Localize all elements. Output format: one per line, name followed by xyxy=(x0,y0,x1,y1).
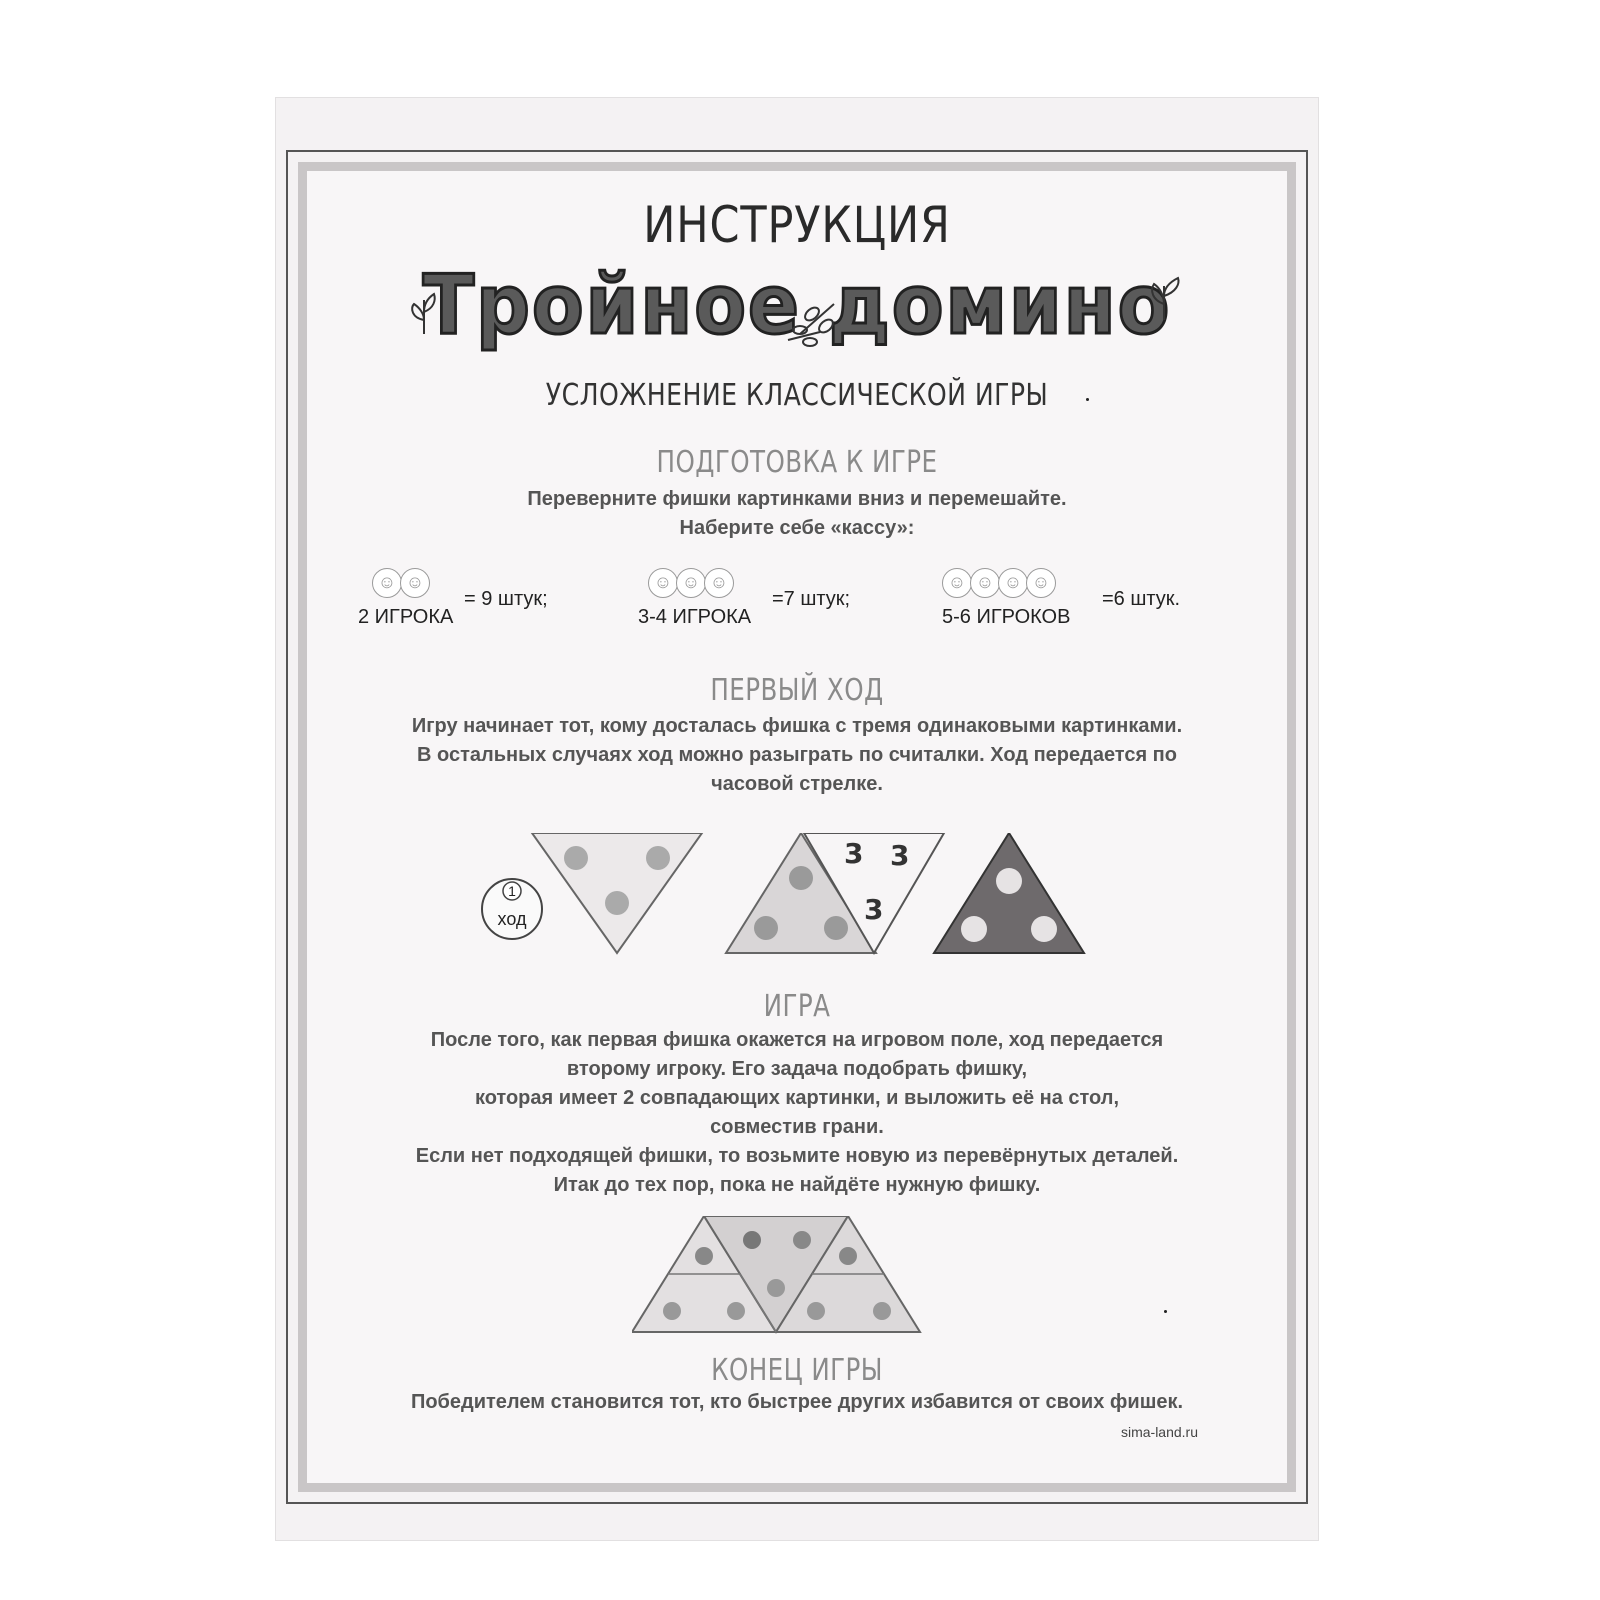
game-line-2: второму игроку. Его задача подобрать фишку, xyxy=(566,1058,1028,1080)
players-3-4-count: =7 штук; xyxy=(772,588,851,610)
faces-2-icon: ☺ ☺ xyxy=(372,568,428,598)
first-move-line-1: Игру начинает тот, кому досталась фишка с тремя одинаковыми картинками. xyxy=(411,715,1183,737)
subtitle: УСЛОЖНЕНИЕ КЛАССИЧЕСКОЙ ИГРЫ xyxy=(545,378,1049,413)
players-5-6-label: 5-6 ИГРОКОВ xyxy=(942,606,1071,628)
faces-4-icon: ☺ ☺ ☺ ☺ xyxy=(942,568,1054,598)
game-line-3: которая имеет 2 совпадающих картинки, и выложить её на стол, xyxy=(474,1087,1120,1109)
digit-3: 3 xyxy=(864,893,884,926)
game-heading: ИГРА xyxy=(763,989,831,1024)
digit-1: 3 xyxy=(844,837,864,870)
players-2-label: 2 ИГРОКА xyxy=(358,606,454,628)
instruction-sheet xyxy=(276,98,1318,1540)
leaf-far-right-icon xyxy=(1142,274,1186,322)
players-5-6 xyxy=(942,568,1181,628)
end-text xyxy=(316,1388,1278,1417)
end-heading: КОНЕЦ ИГРЫ xyxy=(711,1353,883,1388)
preparation-line-2: Наберите себе «кассу»: xyxy=(679,517,915,539)
fox-tile-icon xyxy=(532,833,702,953)
footer-site: sima-land.ru xyxy=(1120,1424,1198,1440)
badge-number: 1 xyxy=(508,883,516,899)
game-text xyxy=(316,1026,1278,1200)
player-counts xyxy=(276,568,1318,638)
faces-3-icon: ☺ ☺ ☺ xyxy=(648,568,732,598)
players-5-6-count: =6 штук. xyxy=(1102,588,1181,610)
first-move-line-3: часовой стрелке. xyxy=(711,773,883,795)
first-move-heading: ПЕРВЫЙ ХОД xyxy=(710,673,884,708)
preparation-text xyxy=(316,485,1278,543)
preparation-line-1: Переверните фишки картинками вниз и перемешайте. xyxy=(527,488,1067,510)
dark-tile-icon xyxy=(934,833,1084,953)
badge-text: ход xyxy=(497,909,527,929)
players-2 xyxy=(358,568,548,628)
leaf-left-icon xyxy=(404,290,444,336)
print-speck xyxy=(1086,398,1089,401)
preparation-heading: ПОДГОТОВКА К ИГРЕ xyxy=(656,445,938,480)
print-speck xyxy=(1164,1310,1167,1313)
game-line-1: После того, как первая фишка окажется на игровом поле, ход передается xyxy=(430,1029,1164,1051)
leaf-domino-icon xyxy=(794,290,840,340)
first-move-text xyxy=(316,712,1278,799)
game-line-6: Итак до тех пор, пока не найдёте нужную фишку. xyxy=(553,1174,1041,1196)
first-move-tiles xyxy=(276,833,1318,963)
game-line-4: совместив грани. xyxy=(710,1116,884,1138)
end-line-1: Победителем становится тот, кто быстрее других избавится от своих фишек. xyxy=(410,1391,1184,1413)
game-tiles-example-icon xyxy=(632,1216,922,1336)
game-name: Тройное домино xyxy=(422,258,1172,353)
digit-2: 3 xyxy=(890,839,910,872)
page-title: ИНСТРУКЦИЯ xyxy=(643,196,951,254)
players-3-4 xyxy=(638,568,851,628)
players-3-4-label: 3-4 ИГРОКА xyxy=(638,606,752,628)
first-move-line-2: В остальных случаях ход можно разыграть по считалки. Ход передается по xyxy=(417,744,1177,766)
players-2-count: = 9 штук; xyxy=(464,588,548,610)
game-line-5: Если нет подходящей фишки, то возьмите новую из перевёрнутых деталей. xyxy=(415,1145,1179,1167)
first-move-badge xyxy=(482,879,542,939)
